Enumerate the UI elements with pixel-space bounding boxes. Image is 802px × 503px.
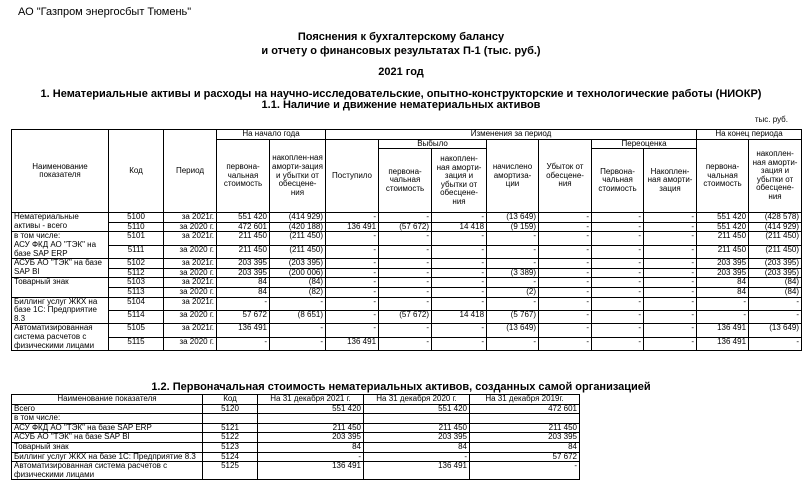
row-code: 5101 bbox=[109, 232, 164, 245]
t2-header-cell: На 31 декабря 2019г. bbox=[470, 395, 580, 405]
t2-row-value: - bbox=[364, 452, 470, 462]
row-value: - bbox=[487, 297, 539, 310]
table-row bbox=[12, 442, 580, 452]
row-value: - bbox=[644, 268, 697, 278]
t2-row-value: 136 491 bbox=[258, 462, 364, 480]
header-reval-cost: Первона-чальная стоимость bbox=[592, 149, 644, 213]
row-value: - bbox=[379, 268, 432, 278]
t2-row-name: Биллинг услуг ЖКХ на базе 1С: Предприятие 8.3 bbox=[12, 452, 203, 462]
table-row bbox=[12, 232, 802, 245]
table-row bbox=[12, 462, 580, 480]
row-value: - bbox=[326, 278, 379, 288]
t2-row-value: 203 395 bbox=[258, 433, 364, 443]
row-value: 84 bbox=[697, 278, 749, 288]
table-row bbox=[12, 404, 580, 414]
row-value: (3 389) bbox=[487, 268, 539, 278]
row-value: (84) bbox=[749, 287, 802, 297]
row-value: - bbox=[270, 337, 326, 350]
t2-row-code: 5121 bbox=[203, 423, 258, 433]
row-value: (211 450) bbox=[749, 232, 802, 245]
row-value: - bbox=[432, 232, 487, 245]
table-row bbox=[12, 433, 580, 443]
header-reval-amort: Накоплен-ная аморти-зация bbox=[644, 149, 697, 213]
header-code: Код bbox=[109, 130, 164, 213]
row-value: (84) bbox=[749, 278, 802, 288]
row-value: - bbox=[217, 297, 270, 310]
t2-row-value: 472 601 bbox=[470, 404, 580, 414]
row-value: - bbox=[539, 310, 592, 323]
t2-row-name: АСУБ АО "ТЭК" на базе SAP BI bbox=[12, 433, 203, 443]
t2-row-value: 551 420 bbox=[258, 404, 364, 414]
row-period: за 2021г. bbox=[164, 259, 217, 269]
row-value: - bbox=[326, 213, 379, 223]
row-value: - bbox=[432, 259, 487, 269]
row-period: за 2021г. bbox=[164, 297, 217, 310]
t2-row-code: 5125 bbox=[203, 462, 258, 480]
row-code: 5113 bbox=[109, 287, 164, 297]
row-value: (211 450) bbox=[749, 245, 802, 258]
row-value: 136 491 bbox=[217, 324, 270, 337]
row-period: за 2020 г. bbox=[164, 310, 217, 323]
row-value: - bbox=[326, 310, 379, 323]
row-value: - bbox=[326, 287, 379, 297]
header-start-cost: первона-чальная стоимость bbox=[217, 139, 270, 213]
row-value: - bbox=[592, 232, 644, 245]
row-value: - bbox=[487, 232, 539, 245]
row-code: 5100 bbox=[109, 213, 164, 223]
row-value: - bbox=[326, 297, 379, 310]
table-row bbox=[12, 297, 802, 310]
row-value: - bbox=[592, 259, 644, 269]
row-value: - bbox=[644, 232, 697, 245]
row-value: (211 450) bbox=[270, 232, 326, 245]
row-value: (8 651) bbox=[270, 310, 326, 323]
row-value: - bbox=[749, 337, 802, 350]
row-value: (203 395) bbox=[749, 268, 802, 278]
row-value: (82) bbox=[270, 287, 326, 297]
row-code: 5102 bbox=[109, 259, 164, 269]
row-value: (13 649) bbox=[487, 213, 539, 223]
row-code: 5112 bbox=[109, 268, 164, 278]
label-asu-fkd bbox=[12, 232, 109, 259]
table-row bbox=[12, 310, 802, 323]
row-value: - bbox=[432, 278, 487, 288]
row-value: (9 159) bbox=[487, 222, 539, 232]
t2-row-value: 84 bbox=[364, 442, 470, 452]
row-value: 136 491 bbox=[326, 222, 379, 232]
label-including: в том числе: bbox=[14, 231, 61, 241]
header-name: Наименование показателя bbox=[12, 130, 109, 213]
row-value: - bbox=[487, 259, 539, 269]
row-value: - bbox=[326, 324, 379, 337]
row-value: - bbox=[592, 297, 644, 310]
report-year: 2021 год bbox=[378, 66, 424, 78]
title-line-1: Пояснения к бухгалтерскому балансу bbox=[297, 31, 505, 43]
row-value: - bbox=[697, 310, 749, 323]
row-code: 5110 bbox=[109, 222, 164, 232]
row-value: (414 929) bbox=[270, 213, 326, 223]
row-value: (428 578) bbox=[749, 213, 802, 223]
row-value: - bbox=[592, 278, 644, 288]
row-value: - bbox=[592, 245, 644, 258]
self-created-table-body bbox=[12, 395, 580, 480]
row-value: - bbox=[432, 297, 487, 310]
header-disposed-amort: накоплен-ная аморти-зация и убытки от обесцене-ния bbox=[432, 149, 487, 213]
row-value: - bbox=[539, 278, 592, 288]
t2-row-name: АСУ ФКД АО "ТЭК" на базе SAP ERP bbox=[12, 423, 203, 433]
row-value: - bbox=[539, 259, 592, 269]
row-value: - bbox=[379, 245, 432, 258]
row-value: (57 672) bbox=[379, 310, 432, 323]
row-value: (211 450) bbox=[270, 245, 326, 258]
row-period: за 2021г. bbox=[164, 278, 217, 288]
row-value: - bbox=[379, 232, 432, 245]
header-row bbox=[12, 395, 580, 405]
row-value: - bbox=[270, 324, 326, 337]
t2-row-name: Автоматизированная система расчетов с физическими лицами bbox=[12, 462, 203, 480]
row-value: (200 006) bbox=[270, 268, 326, 278]
header-end-amort: накоплен-ная аморти-зация и убытки от обесцене-ния bbox=[749, 139, 802, 213]
row-code: 5115 bbox=[109, 337, 164, 350]
label-trademark: Товарный знак bbox=[12, 278, 109, 297]
section-1-1-title: 1.1. Наличие и движение нематериальных активов bbox=[261, 99, 541, 111]
row-value: - bbox=[432, 268, 487, 278]
row-value: - bbox=[539, 232, 592, 245]
row-value: - bbox=[539, 213, 592, 223]
row-value: - bbox=[644, 245, 697, 258]
row-value: - bbox=[644, 213, 697, 223]
row-period: за 2020 г. bbox=[164, 222, 217, 232]
row-value: 203 395 bbox=[217, 259, 270, 269]
row-code: 5105 bbox=[109, 324, 164, 337]
row-value: 211 450 bbox=[217, 245, 270, 258]
row-value: (13 649) bbox=[749, 324, 802, 337]
t2-row-value bbox=[470, 414, 580, 424]
table-row bbox=[12, 222, 802, 232]
row-value: - bbox=[270, 297, 326, 310]
table-row bbox=[12, 259, 802, 269]
row-value: - bbox=[749, 297, 802, 310]
t2-row-value: 203 395 bbox=[364, 433, 470, 443]
row-value: - bbox=[432, 324, 487, 337]
t2-row-code bbox=[203, 414, 258, 424]
row-period: за 2021г. bbox=[164, 324, 217, 337]
row-value: - bbox=[644, 287, 697, 297]
row-value: - bbox=[539, 287, 592, 297]
row-period: за 2021г. bbox=[164, 232, 217, 245]
row-value: (2) bbox=[487, 287, 539, 297]
row-value: - bbox=[379, 278, 432, 288]
row-value: - bbox=[379, 297, 432, 310]
t2-row-name: Товарный знак bbox=[12, 442, 203, 452]
row-value: (13 649) bbox=[487, 324, 539, 337]
header-accrued-amort: начислено амортиза-ции bbox=[487, 139, 539, 213]
row-value: 203 395 bbox=[697, 268, 749, 278]
row-value: - bbox=[379, 259, 432, 269]
row-value: 203 395 bbox=[697, 259, 749, 269]
row-value: 203 395 bbox=[217, 268, 270, 278]
table-row bbox=[12, 278, 802, 288]
row-value: - bbox=[644, 310, 697, 323]
row-value: - bbox=[432, 245, 487, 258]
row-value: 84 bbox=[217, 278, 270, 288]
table-row bbox=[12, 245, 802, 258]
row-value: - bbox=[644, 222, 697, 232]
row-code: 5104 bbox=[109, 297, 164, 310]
row-value: 551 420 bbox=[697, 213, 749, 223]
table-row bbox=[12, 337, 802, 350]
header-revaluation: Переоценка bbox=[592, 139, 697, 149]
row-value: 551 420 bbox=[217, 213, 270, 223]
header-disposed: Выбыло bbox=[379, 139, 487, 149]
row-value: 551 420 bbox=[697, 222, 749, 232]
row-value: (5 767) bbox=[487, 310, 539, 323]
section-1-title: 1. Нематериальные активы и расходы на научно-исследовательские, опытно-конструкторские и технологические работы (НИОКР) bbox=[40, 88, 762, 100]
t2-row-value: 211 450 bbox=[364, 423, 470, 433]
row-value: 136 491 bbox=[326, 337, 379, 350]
row-value: - bbox=[592, 222, 644, 232]
row-value: (203 395) bbox=[270, 259, 326, 269]
table-row bbox=[12, 324, 802, 337]
row-value: - bbox=[379, 337, 432, 350]
t2-header-cell: На 31 декабря 2020 г. bbox=[364, 395, 470, 405]
row-value: (420 188) bbox=[270, 222, 326, 232]
row-value: - bbox=[592, 268, 644, 278]
row-value: - bbox=[217, 337, 270, 350]
t2-row-value: 84 bbox=[258, 442, 364, 452]
row-value: - bbox=[487, 278, 539, 288]
header-end-of-period: На конец периода bbox=[697, 130, 802, 140]
t2-header-cell: На 31 декабря 2021 г. bbox=[258, 395, 364, 405]
row-value: - bbox=[539, 324, 592, 337]
table-row bbox=[12, 287, 802, 297]
t2-row-name: в том числе: bbox=[12, 414, 203, 424]
row-value: - bbox=[644, 259, 697, 269]
t2-row-code: 5124 bbox=[203, 452, 258, 462]
row-value: - bbox=[326, 245, 379, 258]
row-value: 136 491 bbox=[697, 324, 749, 337]
t2-row-value: 136 491 bbox=[364, 462, 470, 480]
row-value: - bbox=[539, 268, 592, 278]
header-start-of-year: На начало года bbox=[217, 130, 326, 140]
row-period: за 2021г. bbox=[164, 213, 217, 223]
row-value: - bbox=[326, 268, 379, 278]
row-value: (203 395) bbox=[749, 259, 802, 269]
row-value: - bbox=[539, 222, 592, 232]
row-value: - bbox=[432, 213, 487, 223]
header-disposed-cost: первона-чальная стоимость bbox=[379, 149, 432, 213]
row-code: 5103 bbox=[109, 278, 164, 288]
row-value: - bbox=[539, 245, 592, 258]
row-value: - bbox=[644, 337, 697, 350]
header-received: Поступило bbox=[326, 139, 379, 213]
row-value: 136 491 bbox=[697, 337, 749, 350]
label-billing: Биллинг услуг ЖКХ на базе 1С: Предприятие 8.3 bbox=[12, 297, 109, 324]
row-value: - bbox=[326, 232, 379, 245]
header-end-cost: первона-чальная стоимость bbox=[697, 139, 749, 213]
t2-header-cell: Код bbox=[203, 395, 258, 405]
table-row bbox=[12, 452, 580, 462]
self-created-intangibles-table bbox=[11, 394, 580, 480]
row-value: - bbox=[539, 297, 592, 310]
label-intangibles-total: Нематериальные активы - всего bbox=[12, 213, 109, 232]
row-value: - bbox=[644, 324, 697, 337]
row-code: 5114 bbox=[109, 310, 164, 323]
row-value: 84 bbox=[217, 287, 270, 297]
row-value: - bbox=[539, 337, 592, 350]
row-value: - bbox=[592, 337, 644, 350]
row-value: (57 672) bbox=[379, 222, 432, 232]
row-period: за 2020 г. bbox=[164, 287, 217, 297]
intangibles-table-body bbox=[12, 213, 802, 351]
table-row bbox=[12, 414, 580, 424]
t2-row-value: - bbox=[470, 462, 580, 480]
row-value: 211 450 bbox=[697, 245, 749, 258]
row-value: - bbox=[379, 324, 432, 337]
row-value: 84 bbox=[697, 287, 749, 297]
header-period: Период bbox=[164, 130, 217, 213]
label-asu-fkd-text: АСУ ФКД АО "ТЭК" на базе SAP ERP bbox=[14, 239, 97, 258]
t2-row-code: 5123 bbox=[203, 442, 258, 452]
section-1-2-title: 1.2. Первоначальная стоимость нематериальных активов, созданных самой организацией bbox=[151, 381, 651, 393]
t2-row-value: 84 bbox=[470, 442, 580, 452]
row-value: 57 672 bbox=[217, 310, 270, 323]
row-value: - bbox=[326, 259, 379, 269]
t2-row-value: 211 450 bbox=[258, 423, 364, 433]
t2-row-code: 5122 bbox=[203, 433, 258, 443]
row-value: 14 418 bbox=[432, 310, 487, 323]
row-value: - bbox=[592, 213, 644, 223]
row-value: - bbox=[432, 337, 487, 350]
label-asub: АСУБ АО "ТЭК" на базе SAP BI bbox=[12, 259, 109, 278]
row-value: (414 929) bbox=[749, 222, 802, 232]
row-code: 5111 bbox=[109, 245, 164, 258]
row-value: 211 450 bbox=[697, 232, 749, 245]
t2-row-value: 57 672 bbox=[470, 452, 580, 462]
t2-row-value: 551 420 bbox=[364, 404, 470, 414]
row-value: - bbox=[379, 213, 432, 223]
row-value: 472 601 bbox=[217, 222, 270, 232]
table-row bbox=[12, 423, 580, 433]
row-value: 211 450 bbox=[217, 232, 270, 245]
table-row bbox=[12, 213, 802, 223]
row-value: - bbox=[592, 287, 644, 297]
row-value: - bbox=[592, 310, 644, 323]
company-name: АО "Газпром энергосбыт Тюмень" bbox=[18, 6, 192, 18]
label-auto-system: Автоматизированная система расчетов с физическими лицами bbox=[12, 324, 109, 351]
header-start-amort: накоплен-ная аморти-зация и убытки от обесцене-ния bbox=[270, 139, 326, 213]
header-changes: Изменения за период bbox=[326, 130, 697, 140]
t2-row-value: 203 395 bbox=[470, 433, 580, 443]
row-value: - bbox=[487, 245, 539, 258]
t2-row-value: 211 450 bbox=[470, 423, 580, 433]
table-row bbox=[12, 268, 802, 278]
row-value: - bbox=[644, 278, 697, 288]
row-value: - bbox=[432, 287, 487, 297]
title-line-2: и отчету о финансовых результатах П-1 (тыс. руб.) bbox=[261, 45, 541, 57]
row-period: за 2020 г. bbox=[164, 245, 217, 258]
intangibles-movement-table bbox=[11, 129, 802, 351]
t2-row-value bbox=[364, 414, 470, 424]
row-value: - bbox=[749, 310, 802, 323]
row-value: - bbox=[487, 337, 539, 350]
units-label: тыс. руб. bbox=[754, 115, 788, 124]
row-value: - bbox=[379, 287, 432, 297]
row-value: - bbox=[697, 297, 749, 310]
row-value: (84) bbox=[270, 278, 326, 288]
header-impairment: Убыток от обесцене-ния bbox=[539, 139, 592, 213]
t2-header-cell: Наименование показателя bbox=[12, 395, 203, 405]
row-period: за 2020 г. bbox=[164, 337, 217, 350]
t2-row-name: Всего bbox=[12, 404, 203, 414]
t2-row-value: - bbox=[258, 452, 364, 462]
t2-row-code: 5120 bbox=[203, 404, 258, 414]
row-value: - bbox=[644, 297, 697, 310]
row-value: 14 418 bbox=[432, 222, 487, 232]
t2-row-value bbox=[258, 414, 364, 424]
row-period: за 2020 г. bbox=[164, 268, 217, 278]
row-value: - bbox=[592, 324, 644, 337]
